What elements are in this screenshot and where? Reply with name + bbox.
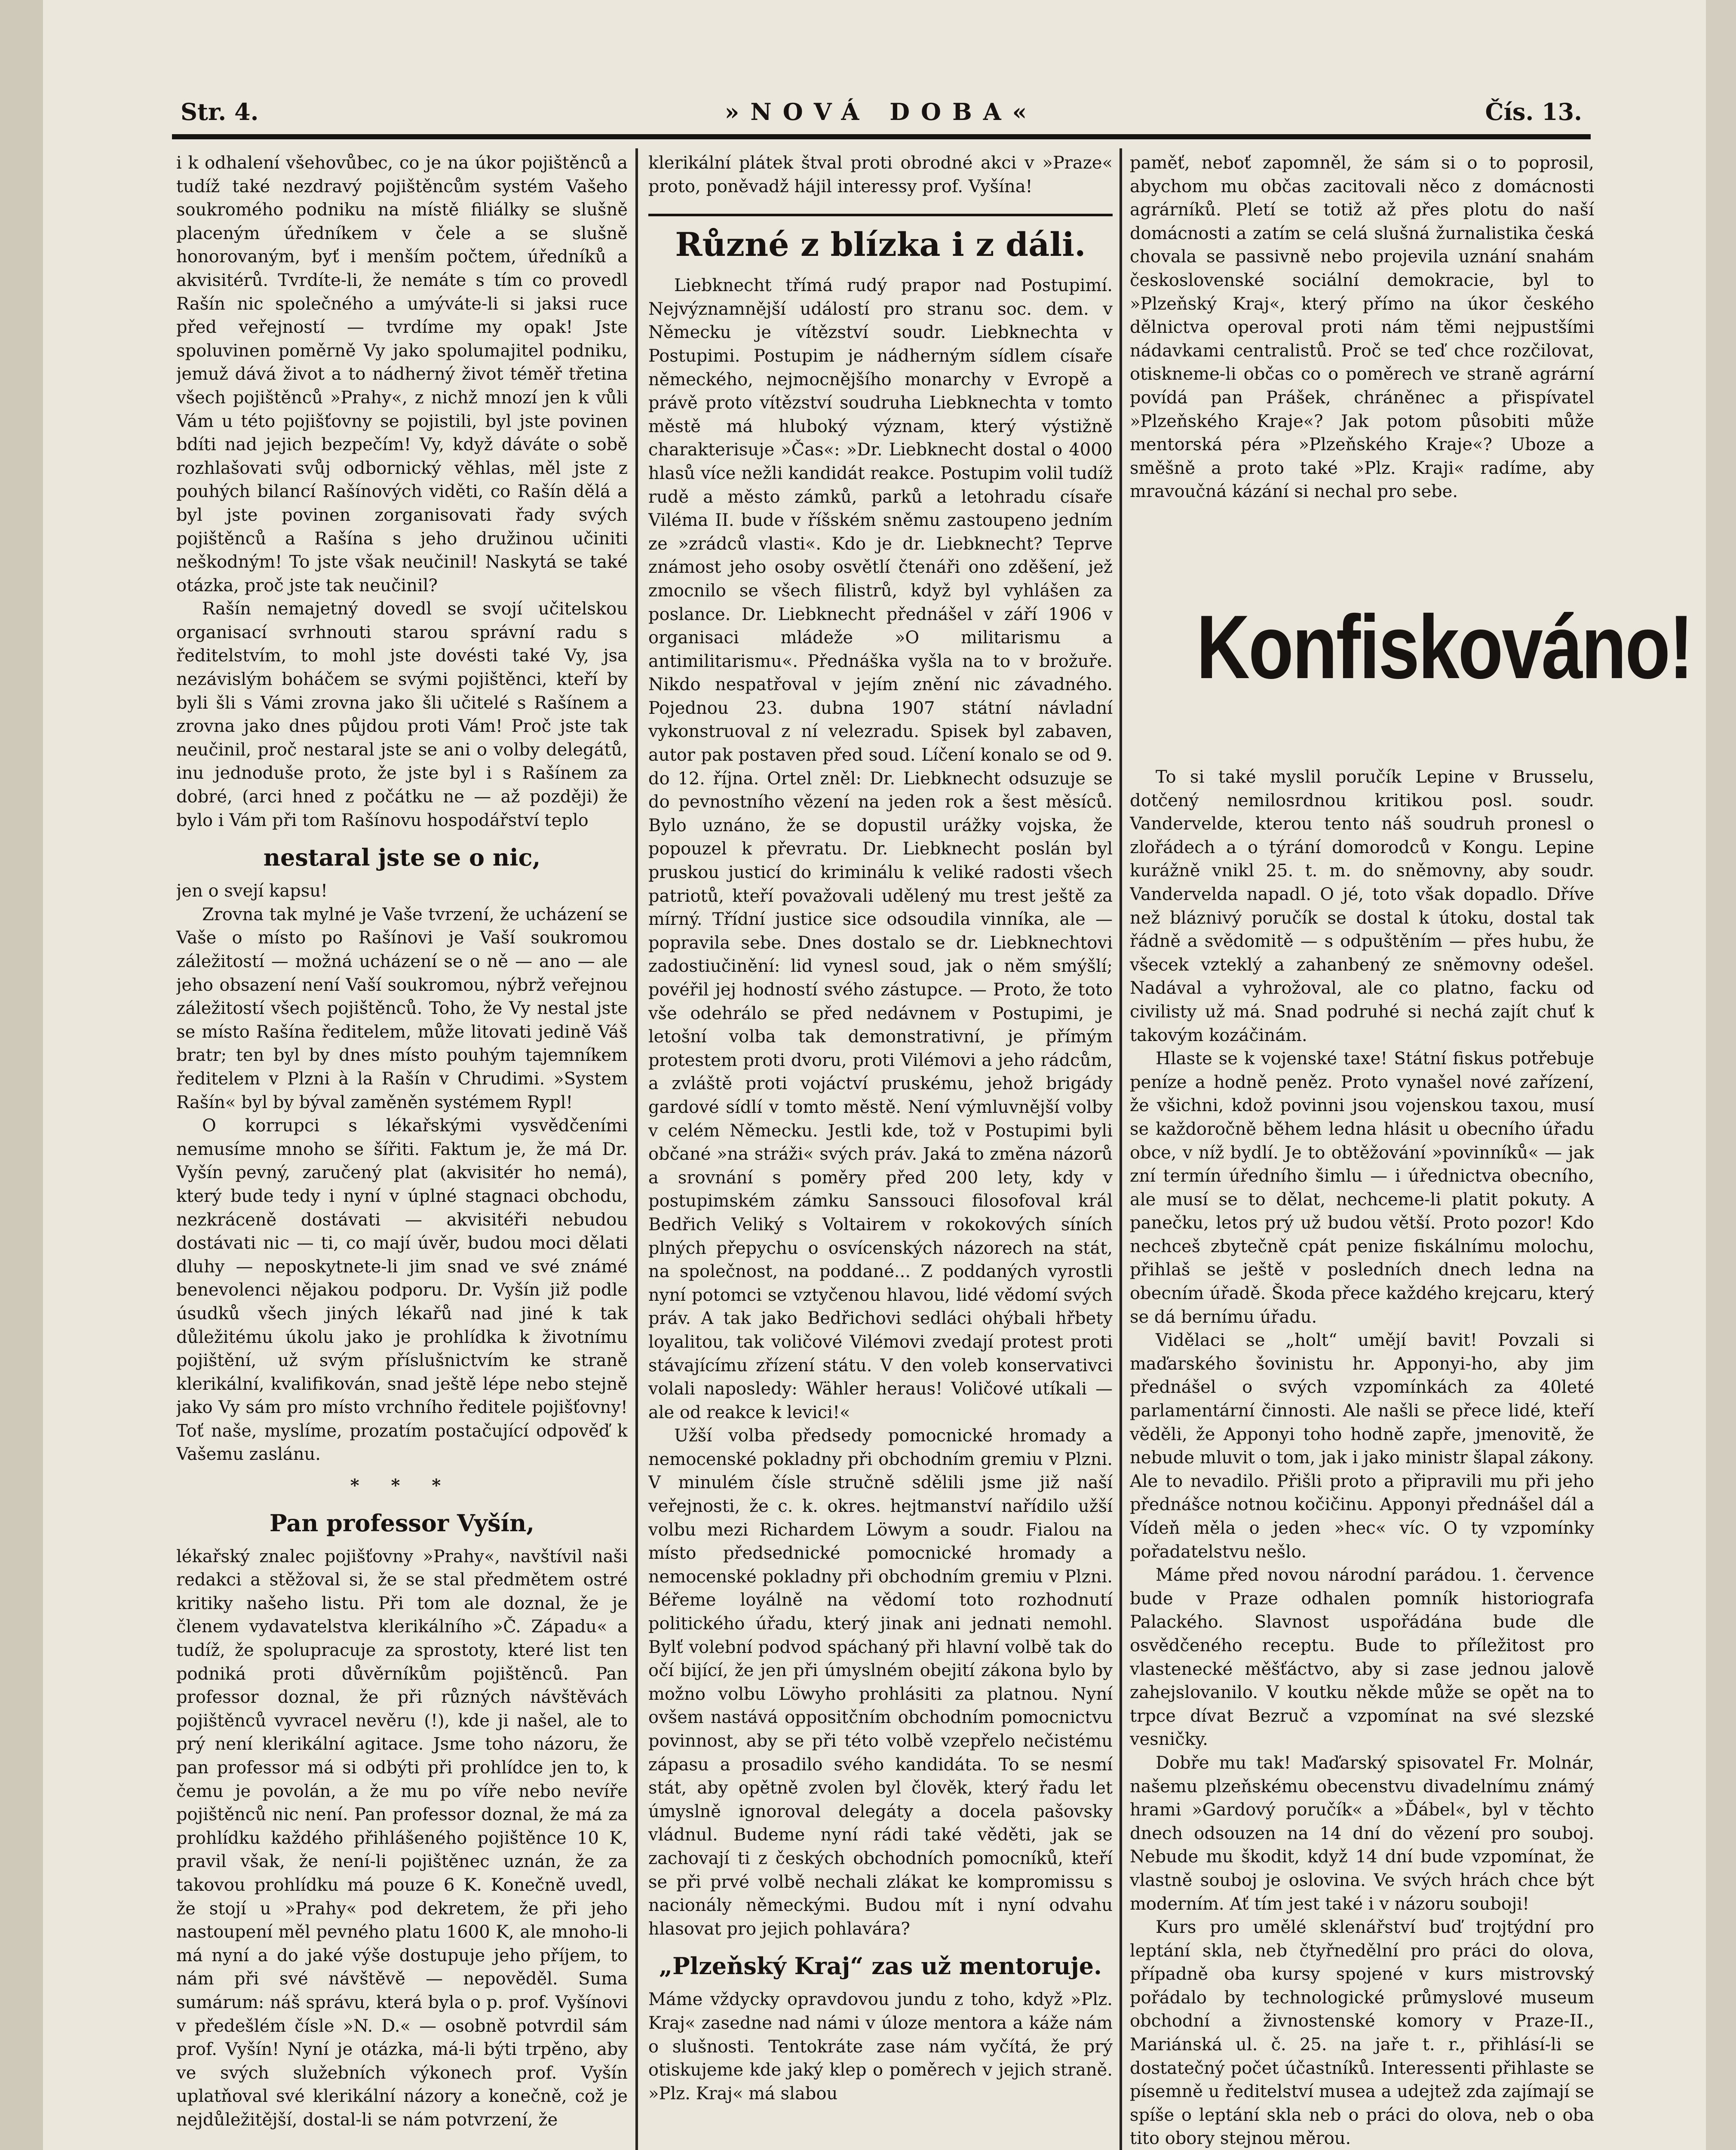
- article-paragraph: Rašín nemajetný dovedl se svojí učitelskou organisací svrhnouti starou správní radu s ředitelstvím, to mohl jste dovésti také Vy, jsa nezávislým boháčem se svými pojištěnci, kteří by byli šli s Vámi zrovna jako šli učitelé s Rašínem a zrovna jako dnes půjdou proti Vám! Proč jste tak neučinil, proč nestaral jste se ani o volby delegátů, inu jednoduše proto, že jste byl i s Rašínem za dobré, (arci hned z počátku ne — až později) že bylo i Vám při tom Rašínovu hospodářství teplo: [176, 599, 628, 830]
- article-paragraph: jen o svejí kapsu!: [176, 881, 328, 901]
- news-item: Máme před novou národní parádou. 1. července bude v Praze odhalen pomník historiografa Palackého. Slavnost uspořádána bude dle osvědčeného receptu. Bude to příležitost pro vlastenecké měšťáctvo, aby si zase jednou jalově zahejslovanilo. V koutku někde může se opět na to trpce dívat Bezruč a vzpomínat na své slezské vesničky.: [1130, 1565, 1594, 1750]
- newspaper-title: »NOVÁ DOBA«: [724, 98, 1038, 126]
- news-item: Užší volba předsedy pomocnické hromady a nemocenské pokladny při obchodním gremiu v Plzni. V minulém čísle stručně sdělili jsme již naší veřejnosti, že c. k. okres. hejtmanství nařídilo užší volbu mezi Richardem Löwym a soudr. Fialou na místo předsednické pomocnické hromady a nemocenské pokladny při obchodním gremiu v Plzni. Béřeme loyálně na vědomí toto rozhodnutí politického úřadu, který jinak ani jednati nemohl. Bylť volební podvod spáchaný při hlavní volbě tak do očí bijící, že jen při úmyslném obejití zákona bylo by možno volbu Löwyho prohlásiti za platnou. Nyní ovšem nastává oppositčním obchodním pomocnictvu povinnost, aby se při této volbě vzepřelo nečistému zápasu a prosadilo svého kandidáta. To se nesmí stát, aby opětně zvolen byl člověk, který řadu let úmyslně ignoroval delegáty a docela pašovsky vládnul. Budeme nyní rádi také věděti, jak se zachovají ti z českých obchodních pomocníků, kteří se při prvé volbě nechali zlákat ke kompromissu s nacionály německými. Budou mít i nyní odvahu hlasovat pro jejich pohlavára?: [648, 1426, 1113, 1939]
- article-heading: Pan professor Vyšín,: [269, 1509, 535, 1537]
- inline-heading: nestaral jste se o nic,: [263, 844, 541, 872]
- confiscated-stamp: Konfiskováno!: [1196, 596, 1693, 697]
- section-separator: * * *: [350, 1475, 454, 1496]
- article-paragraph: klerikální plátek štval proti obrodné akci v »Praze« proto, poněvadž hájil interessy prof. Vyšína!: [648, 153, 1113, 197]
- article-paragraph: Zrovna tak mylné je Vaše tvrzení, že ucházení se Vaše o místo po Rašínovi je Vaší soukromou záležitostí — možná ucházení se o ně — ano — ale jeho obsazení není Vaší soukromou, nýbrž veřejnou záležitostí všech pojištěnců. Toho, že Vy nestal jste se místo Rašína ředitelem, může litovati jedině Váš bratr; ten byl by dnes místo pouhým tajemníkem ředitelem v Plzni à la Rašín v Chrudimi. »System Rašín« byl by býval zaměněn systémem Rypl!: [176, 904, 628, 1112]
- column-divider-2: [1120, 148, 1122, 2150]
- column-3: [1130, 765, 1594, 2150]
- issue-number: Čís. 13.: [1485, 98, 1582, 126]
- scan-edge-right: [1706, 0, 1736, 2150]
- column-1: [176, 151, 628, 2150]
- news-item: Dobře mu tak! Maďarský spisovatel Fr. Molnár, našemu plzeňskému obecenstvu divadelnímu známý hrami »Gardový poručík« a »Ďábel«, byl v těchto dnech odsouzen na 14 dní do vězení pro souboj. Nebude mu škodit, když 14 dní bude vzpomínat, že vlastně souboj je oslovina. Ve svých hrách chce být moderním. Ať tím jest také i v názoru souboji!: [1130, 1753, 1594, 1914]
- news-item: To si také myslil poručík Lepine v Brusselu, dotčený nemilosrdnou kritikou posl. soudr. Vandervelde, kterou tento náš soudruh pronesl o zlořádech a o týrání domorodců v Kongu. Lepine kurážně vnikl 25. t. m. do sněmovny, aby soudr. Vandervelda napadl. O jé, toto však dopadlo. Dříve než bláznivý poručík se dostal k útoku, dostal tak řádně a svědomitě — s odpuštěním — přes hubu, že všecek vzteklý a zahanbený ze sněmovny odešel. Nadával a vyhrožoval, ale co platno, facku od civilisty už má. Snad podruhé si nechá zajít chuť k takovým kozáčinám.: [1130, 767, 1594, 1045]
- header-rule: [172, 134, 1591, 139]
- article-paragraph: lékařský znalec pojišťovny »Prahy«, navštívil naši redakci a stěžoval si, že se stal předmětem ostré kritiky našeho listu. Při tom ale doznal, že je členem vydavatelstva klerikálního »Č. Západu« a tudíž, že spolupracuje za sprostoty, které list ten podniká proti důvěrníkům pojištěnců. Pan professor doznal, že při různých návštěvách pojištěnců vyvracel nevěru (!), kde ji našel, ale to prý není klerikální agitace. Jsme toho názoru, že pan professor má si odbýti při prohlídce jen to, k čemu je povolán, a že mu po víře nebo nevíře pojištěnců nic není. Pan professor doznal, že má za prohlídku každého přihlášeného pojištěnce 10 K, pravil však, že není-li pojištěnec uznán, že za takovou prohlídku má pouze 6 K. Konečně uvedl, že stojí u »Prahy« pod dekretem, že při jeho nastoupení měl pevného platu 1600 K, ale mnoho-li má nyní a do jaké výše dostupuje jeho příjem, to nám při své návštěvě — nepověděl. Suma sumárum: náš správu, která byla o p. prof. Vyšínovi v předešlém čísle »N. D.« — osobně potvrdil sám prof. Vyšín! Nyní je otázka, má-li býti trpěno, aby ve svých služebních výkonech prof. Vyšín uplatňoval své klerikální názory a konečně, což je nejdůležitější, dostal-li se nám potvrzení, že: [176, 1546, 628, 2130]
- column-2: [648, 151, 1113, 2150]
- page-header: [181, 94, 1582, 133]
- article-paragraph: O korrupci s lékařskými vysvědčeními nemusíme mnoho se šířiti. Faktum je, že má Dr. Vyšín pevný, zaručený plat (akvisitér ho nemá), který bude tedy i nyní v úplné stagnaci obchodu, nezkráceně dostávati — akvisitéři nebudou dostávati nic — ti, co mají úvěr, budou moci dělati dluhy — neposkytnete-li jim snad ve své známé benevolenci nějakou podporu. Dr. Vyšín již podle úsudků všech jiných lékařů nad jiné k tak důležitému úkolu jako je prohlídka k životnímu pojištění, už svým příslušnictvím ke straně klerikální, kvalifikován, snad ještě lépe nebo stejně jako Vy sám pro místo vrchního ředitele pojišťovny! Toť naše, myslíme, prozatím postačující odpověď k Vašemu zaslánu.: [176, 1116, 628, 1465]
- news-item: Máme vždycky opravdovou jundu z toho, když »Plz. Kraj« zasedne nad námi v úloze mentora a káže nám o slušnosti. Tentokráte zase nám vyčítá, že prý otiskujeme kde jaký klep o poměrech v jejich straně. »Plz. Kraj« má slabou: [648, 1990, 1113, 2104]
- article-paragraph: paměť, neboť zapomněl, že sám si o to poprosil, abychom mu občas zacitovali něco z domácnosti agrárníků. Pletí se totiž až přes plotu do naší domácnosti a zatím se celá slušná žurnalistika česká chovala se passivně nebo projevila uznání snahám československé sociální demokracie, byl to »Plzeňský Kraj«, který přímo na úkor českého dělnictva operoval proti nám těmi nejpustšími nádavkami centralistů. Proč se teď chce rozčilovat, otiskneme-li občas co o poměrech ve straně agrární povídá pan Prášek, chráněnec a přispívatel »Plzeňského Kraje«? Jak potom působiti může mentorská péra »Plzeňského Kraje«? Uboze a směšně a proto také »Plz. Kraji« radíme, aby mravoučná kázání si nechal pro sebe.: [1130, 153, 1594, 502]
- section-heading: Různé z blízka i z dáli.: [648, 214, 1113, 265]
- page-number: Str. 4.: [181, 98, 259, 126]
- column-divider-1: [635, 148, 638, 2150]
- news-item: Vidělaci se „holt“ umějí bavit! Povzali si maďarského šovinistu hr. Apponyi-ho, aby jim přednášel o svých vzpomínkách za 40leté parlamentární činnosti. Ale našli se přece lidé, kteří věděli, že Apponyi toho hodně zapře, jmenovitě, že nebude mluvit o tom, jak i jako ministr šlapal zákony. Ale to nevadilo. Přišli proto a připravili mu při jeho přednášce notnou kočičinu. Apponyi přednášel dál a Vídeň měla o jeden »hec« víc. O ty vzpomínky pořadatelstvu nešlo.: [1130, 1330, 1594, 1562]
- news-item: Liebknecht třímá rudý prapor nad Postupimí. Nejvýznamnější událostí pro stranu soc. dem. v Německu je vítězství soudr. Liebknechta v Postupimi. Postupim je nádherným sídlem císaře německého, nejmocnějšího monarchy v Evropě a právě proto vítězství soudruha Liebknechta v tomto městě má hluboký význam, který výstižně charakterisuje »Čas«: »Dr. Liebknecht dostal o 4000 hlasů více nežli kandidát reakce. Postupim volil tudíž rudě a město zámků, parků a letohradu císaře Viléma II. bude v říšském sněmu zastoupeno jedním ze »zrádců vlasti«. Kdo je dr. Liebknecht? Teprve známost jeho osoby osvětlí čtenáři ono zděšení, jež zmocnilo se všech filistrů, když byl vyhlášen za poslance. Dr. Liebknecht přednášel v září 1906 v organisaci mládeže »O militarismu a antimilitarismu«. Přednáška vyšla na to v brožuře. Nikdo nespatřoval v jejím znění nic závadného. Pojednou 23. dubna 1907 státní návladní vykonstruoval z ní velezradu. Spisek byl zabaven, autor pak postaven před soud. Líčení konalo se od 9. do 12. října. Ortel zněl: Dr. Liebknecht odsuzuje se do pevnostního vězení na jeden rok a šest měsíců. Bylo uznáno, že se dopustil urážky vojska, že popouzel k převratu. Dr. Liebknecht poslán byl pruskou justicí do kriminálu k veliké radosti všech patriotů, kteří považovali udělený mu trest ještě za mírný. Třídní justice sice odsoudila vinníka, ale — popravila sebe. Dnes dostalo se dr. Liebknechtovi zadostiučinění: lid vynesl soud, jak o něm smýšlí; povéřil jej hodností svého zástupce. — Proto, že toto vše odehrálo se před nedávnem v Postupimi, je letošní volba tak demonstrativní, je přímým protestem proti dvoru, proti Vilémovi a jeho rádcům, a zvláště proti vojáctví pruskému, jehož brigády gardové sídlí v tomto městě. Není výmluvnější volby v celém Německu. Jestli kde, tož v Postupimi byli občané »na stráži« svých práv. Jaká to změna názorů a srovnání s poměry před 200 lety, kdy v postupimském zámku Sanssouci filosofoval král Bedřich Veliký s Voltairem v rokokových síních plných přepychu o osvícenských názorech na stát, na společnost, na poddané... Z poddaných vyrostli nyní potomci se vztyčenou hlavou, lidé vědomí svých práv. A tak jako Bedřichovi sedláci ohýbali hřbety loyalitou, tak voličové Vilémovi zvedají protest proti stávajícímu zřízení státu. V den voleb konservativci volali naposledy: Wähler heraus! Voličové utíkali — ale od reakce k levici!«: [648, 276, 1113, 1422]
- scan-edge-left: [0, 0, 43, 2150]
- article-paragraph: i k odhalení všehovůbec, co je na úkor pojištěnců a tudíž také nezdravý pojištěncům systém Vašeho soukromého podniku na místě filiálky se slušně placeným úředníkem v čele a se slušně honorovaným, byť i menším počtem, úředníků a akvisitérů. Tvrdíte-li, že nemáte s tím co provedl Rašín nic společného a umýváte-li si jaksi ruce před veřejností — tvrdíme my opak! Jste spoluvinen poměrně Vy jako spolumajitel podniku, jemuž dává život a to nádherný život téměř třetina všech pojištěnců »Prahy«, z nichž mnozí jen k vůli Vám u této pojišťovny se pojistili, byl jste povinen bdíti nad jejich bezpečím! Vy, když dáváte o sobě rozhlašovati svůj odbornický věhlas, měl jste z pouhých bilancí Rašínových viděti, co Rašín dělá a byl jste povinen zorganisovati řady svých pojištěnců a Rašína s jeho družinou učiniti neškodným! To jste však neučinil! Naskytá se také otázka, proč jste tak neučinil?: [176, 153, 628, 596]
- column-3-top: [1130, 151, 1594, 551]
- news-heading: „Plzeňský Kraj“ zas už mentoruje.: [659, 1952, 1102, 1980]
- news-item: Hlaste se k vojenské taxe! Státní fiskus potřebuje peníze a hodně peněz. Proto vynašel nové zařízení, že všichni, kdož povinni jsou vojenskou taxou, musí se každoročně během ledna hlásit u obecního úřadu obce, v níž bydlí. Je to obtěžování »povinníků« — jak zní termín úředního šimlu — i úřednictva obecního, ale musí se to dělat, nechceme-li platit pokuty. A panečku, letos prý už budou větší. Proto pozor! Kdo nechceš zbytečně cpát penize fiskálnímu molochu, přihlaš se ještě v posledních dnech ledna na obecním úřadě. Škoda přece každého krejcaru, který se dá bernímu úřadu.: [1130, 1049, 1594, 1327]
- news-item: Kurs pro umělé sklenářství buď trojtýdní pro leptání skla, neb čtyřnedělní pro práci do olova, případně oba kursy spojené v kurs mistrovský pořádalo by technologické průmyslové museum obchodní a živnostenské komory v Praze-II., Mariánská ul. č. 25. na jaře t. r., přihlásí-li se dostatečný počet účastníků. Interessenti přihlaste se písemně u ředitelství musea a udejtež zda zajímají se spíše o leptání skla neb o práci do olova, neb o oba tito obory stejnou měrou.: [1130, 1917, 1594, 2149]
